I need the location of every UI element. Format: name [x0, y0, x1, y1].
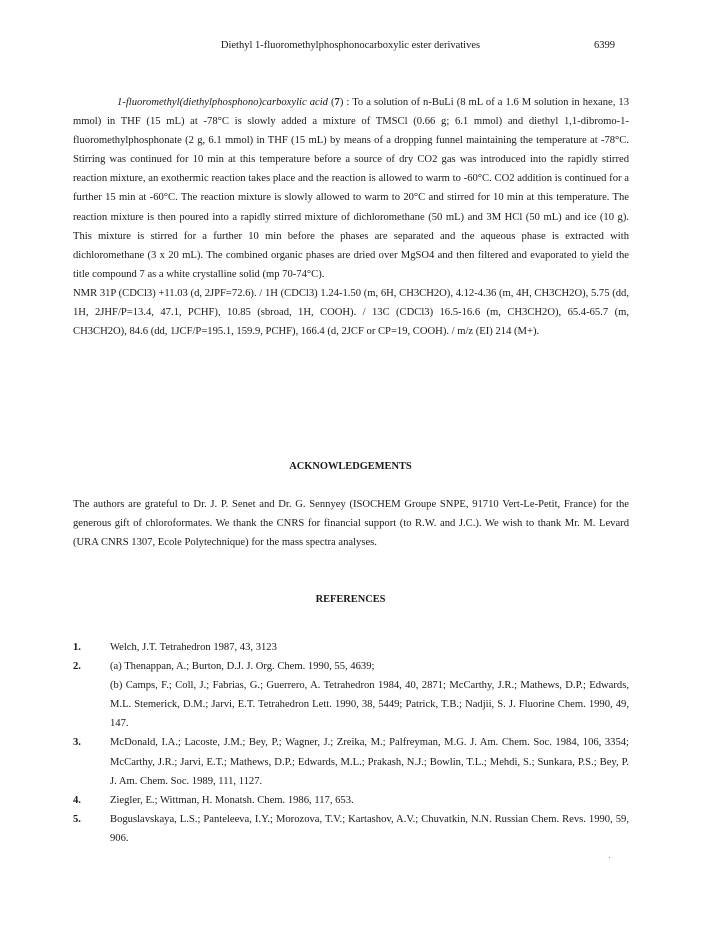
reference-text: Boguslavskaya, L.S.; Panteleeva, I.Y.; Morozova, T.V.; Kartashov, A.V.; Chuvatkin, N.N. Russian Chem. Revs. 1990, 59, 906.	[110, 813, 629, 844]
reference-list	[73, 638, 629, 848]
reference-number: 4.	[73, 794, 81, 806]
reference-number: 2.	[73, 661, 81, 673]
experimental-section	[73, 93, 629, 341]
reference-text: (a) Thenappan, A.; Burton, D.J. J. Org. Chem. 1990, 55, 4639;	[110, 661, 375, 673]
nmr-data: NMR 31P (CDCl3) +11.03 (d, 2JPF=72.6). / 1H (CDCl3) 1.24-1.50 (m, 6H, CH3CH2O), 4.12-4.36 (m, 4H, CH3CH2O), 5.75 (dd, 1H, 2JHF/P=13.4, 47.1, PCHF), 10.85 (sbroad, 1H, COOH). / 13C (CDCl3) 16.5-16.6 (m, CH3CH2O), 65.4-65.7 (m, CH3CH2O), 84.6 (dd, 1JCF/P=195.1, 159.9, PCHF), 166.4 (d, 2JCF or CP=19, COOH). / m/z (EI) 214 (M+).	[73, 287, 629, 338]
page-number: 6399	[594, 40, 615, 51]
scan-speck	[609, 857, 610, 858]
reference-text: Ziegler, E.; Wittman, H. Monatsh. Chem. 1986, 117, 653.	[110, 794, 354, 806]
references-heading: REFERENCES	[315, 594, 386, 605]
running-header	[0, 40, 701, 56]
reference-number: 5.	[73, 813, 81, 825]
procedure-text: : To a solution of n-BuLi (8 mL of a 1.6 M solution in hexane, 13 mmol) in THF (15 mL) at -78°C is slowly added a mixture of TMSCl (0.66 g; 6.1 mmol) and diethyl 1,1-dibromo-1-fluoromethylphosphonate (2 g, 6.1 mmol) in THF (15 mL) by means of a dropping funnel maintaining the temperature at -78°C. Stirring was continued for 10 min at this temperature before a source of dry CO2 gas was introduced into the rapidly stirred reaction mixture, an exothermic reaction takes place and the reaction is allowed to warm to -60°C. CO2 addition is continued for a further 15 min at -60°C. The reaction mixture is slowly allowed to warm to 20°C and stirred for 10 min at this temperature. The reaction mixture is then poured into a rapidly stirred mixture of dichloromethane (50 mL) and 3M HCl (50 mL) and ice (10 g). This mixture is stirred for a further 10 min before the phases are separated and the aqueous phase is extracted with dichloromethane (3 x 20 mL). The combined organic phases are dried over MgSO4 and then filtered and evaporated to yield the title compound 7 as a white crystalline solid (mp 70-74°C).	[73, 97, 630, 280]
procedure-paragraph: 1-fluoromethyl(diethylphosphono)carboxylic acid (7) : To a solution of n-BuLi (8 mL of a 1.6 M solution in hexane, 13 mmol) in THF (15 mL) at -78°C is slowly added a mixture of TMSCl (0.66 g; 6.1 mmol) and diethyl 1,1-dibromo-1-fluoromethylphosphonate (2 g, 6.1 mmol) in THF (15 mL) by means of a dropping funnel maintaining the temperature at -78°C. Stirring was continued for 10 min at this temperature before a source of dry CO2 gas was introduced into the rapidly stirred reaction mixture, an exothermic reaction takes place and the reaction is allowed to warm to -60°C. CO2 addition is continued for a further 15 min at -60°C. The reaction mixture is slowly allowed to warm to 20°C and stirred for 10 min at this temperature. The reaction mixture is then poured into a rapidly stirred mixture of dichloromethane (50 mL) and 3M HCl (50 mL) and ice (10 g). This mixture is stirred for a further 10 min before the phases are separated and the aqueous phase is extracted with dichloromethane (3 x 20 mL). The combined organic phases are dried over MgSO4 and then filtered and evaporated to yield the title compound 7 as a white crystalline solid (mp 70-74°C).	[73, 97, 630, 280]
reference-item	[73, 638, 629, 657]
reference-text: Welch, J.T. Tetrahedron 1987, 43, 3123	[110, 642, 277, 653]
reference-number: 1.	[73, 642, 81, 653]
acknowledgements-heading: ACKNOWLEDGEMENTS	[289, 461, 412, 472]
reference-item	[73, 733, 629, 790]
reference-number: 3.	[73, 737, 81, 749]
reference-item	[73, 791, 629, 810]
reference-text: McDonald, I.A.; Lacoste, J.M.; Bey, P.; Wagner, J.; Zreika, M.; Palfreyman, M.G. J. Am. Chem. Soc. 1984, 106, 3354; McCarthy, J.R.; Jarvi, E.T.; Mathews, D.P.; Edwards, M.L.; Prakash, N.J.; Bowlin, T.L.; Mehdi, S.; Sunkara, P.S.; Bey, P. J. Am. Chem. Soc. 1989, 111, 1127.	[110, 737, 629, 787]
reference-text-b: (b) Camps, F.; Coll, J.; Fabrias, G.; Guerrero, A. Tetrahedron 1984, 40, 2871; McCarthy, J.R.; Mathews, D.P.; Edwards, M.L. Stemerick, D.M.; Jarvi, E.T. Tetrahedron Lett. 1990, 38, 5449; Patrick, T.B.; Nadjii, S. J. Fluorine Chem. 1990, 49, 147.	[110, 680, 629, 730]
reference-item	[73, 657, 629, 733]
running-title: Diethyl 1-fluoromethylphosphonocarboxylic ester derivatives	[220, 40, 481, 51]
reference-item	[73, 810, 629, 848]
compound-number: 7	[334, 97, 340, 108]
compound-title: 1-fluoromethyl(diethylphosphono)carboxylic acid	[117, 97, 328, 108]
acknowledgements-text: The authors are grateful to Dr. J. P. Senet and Dr. G. Sennyey (ISOCHEM Groupe SNPE, 91710 Vert-Le-Petit, France) for the generous gift of chloroformates. We thank the CNRS for financial support (to R.W. and J.C.). We wish to thank Mr. M. Levard (URA CNRS 1307, Ecole Polytechnique) for the mass spectra analyses.	[73, 499, 629, 549]
